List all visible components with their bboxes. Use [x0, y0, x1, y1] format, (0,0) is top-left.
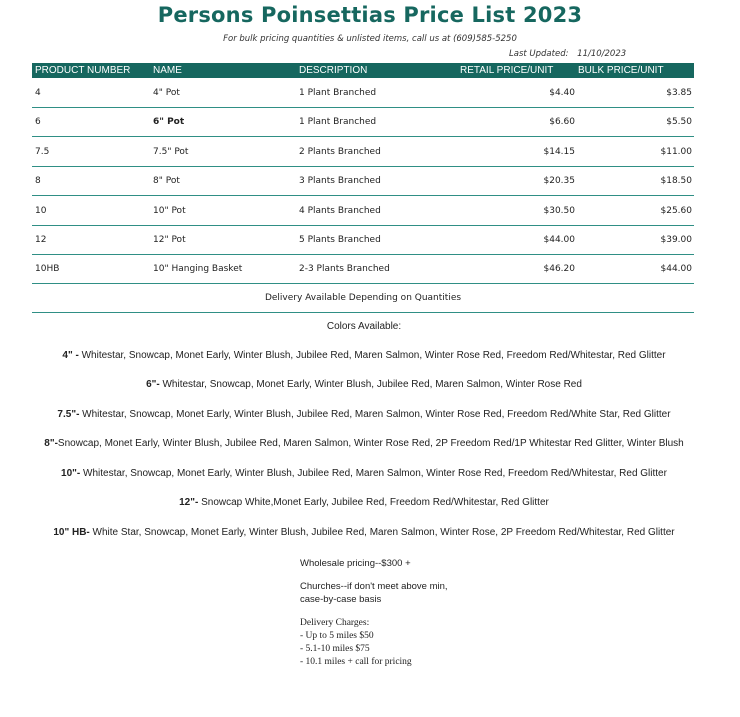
product-name: 10" Pot: [153, 206, 186, 216]
last-updated-value: 11/10/2023: [577, 49, 627, 59]
product-number: 4: [35, 88, 41, 98]
color-line-list: White Star, Snowcap, Monet Early, Winter Blush, Jubilee Red, Maren Salmon, Winter Rose, 2P Freedom Red/Whitestar, Red Glitter: [89, 527, 675, 538]
table-header: [32, 63, 694, 78]
product-number: 10HB: [35, 264, 60, 274]
churches-line-1: Churches--if don't meet above min,: [300, 581, 448, 592]
column-header-bulk-price: BULK PRICE/UNIT: [578, 65, 664, 76]
product-description: 3 Plants Branched: [299, 176, 381, 186]
wholesale-pricing-text: Wholesale pricing--$300 +: [300, 558, 411, 569]
page-subtitle: For bulk pricing quantities & unlisted items, call us at (609)585-5250: [223, 34, 517, 44]
delivery-availability-note: Delivery Available Depending on Quantities: [32, 284, 694, 313]
colors-heading: Colors Available:: [326, 321, 402, 332]
table-row: [32, 166, 694, 196]
color-line-size: 7.5"-: [57, 409, 80, 420]
table-row: [32, 254, 694, 284]
bulk-price: $18.50: [660, 176, 692, 186]
column-header-name: NAME: [153, 65, 182, 76]
column-header-description: DESCRIPTION: [299, 65, 368, 76]
product-name: 4" Pot: [153, 88, 180, 98]
product-number: 7.5: [35, 147, 50, 157]
churches-line-2: case-by-case basis: [300, 594, 382, 605]
color-line-list: Whitestar, Snowcap, Monet Early, Winter Blush, Jubilee Red, Maren Salmon, Winter Rose Red, Freedom Red/White Star, Red Glitter: [79, 409, 671, 420]
retail-price: $4.40: [549, 88, 575, 98]
color-line-list: Whitestar, Snowcap, Monet Early, Winter Blush, Jubilee Red, Maren Salmon, Winter Rose Red: [159, 379, 582, 390]
retail-price: $46.20: [543, 264, 575, 274]
delivery-charge-item: - Up to 5 miles $50: [300, 631, 374, 641]
color-line: [0, 409, 728, 420]
color-line: [0, 438, 728, 449]
wholesale-note: [300, 557, 411, 570]
bulk-price: $11.00: [660, 147, 692, 157]
column-header-product-number: PRODUCT NUMBER: [35, 65, 131, 76]
product-name: 12" Pot: [153, 235, 186, 245]
product-name: 7.5" Pot: [153, 147, 189, 157]
retail-price: $6.60: [549, 117, 575, 127]
color-line-size: 12"-: [179, 497, 199, 508]
retail-price: $44.00: [543, 235, 575, 245]
color-line-size: 10"-: [61, 468, 81, 479]
color-line: [0, 527, 728, 538]
color-line: [0, 379, 728, 390]
product-number: 12: [35, 235, 47, 245]
product-description: 1 Plant Branched: [299, 88, 377, 98]
color-line: [0, 350, 728, 361]
last-updated-label: Last Updated:: [509, 49, 569, 59]
color-line-size: 8"-: [44, 438, 58, 449]
page-title: Persons Poinsettias Price List 2023: [157, 3, 583, 27]
color-line-list: Whitestar, Snowcap, Monet Early, Winter Blush, Jubilee Red, Maren Salmon, Winter Rose Red, Freedom Red/Whitestar, Red Glitter: [80, 468, 667, 479]
column-header-retail-price: RETAIL PRICE/UNIT: [460, 65, 554, 76]
product-name: 10" Hanging Basket: [153, 264, 243, 274]
bulk-price: $44.00: [660, 264, 692, 274]
bulk-price: $5.50: [666, 117, 692, 127]
color-line-list: Snowcap, Monet Early, Winter Blush, Jubilee Red, Maren Salmon, Winter Rose Red, 2P Freedom Red/1P Whitestar Red Glitter, Winter Blush: [57, 438, 684, 449]
retail-price: $30.50: [543, 206, 575, 216]
bulk-price: $3.85: [666, 88, 692, 98]
delivery-charges: [300, 617, 412, 669]
delivery-charge-item: - 10.1 miles + call for pricing: [300, 657, 412, 667]
delivery-charges-title: Delivery Charges:: [300, 618, 370, 628]
color-line-list: Whitestar, Snowcap, Monet Early, Winter Blush, Jubilee Red, Maren Salmon, Winter Rose Red, Freedom Red/Whitestar, Red Glitter: [78, 350, 666, 361]
color-line-size: 6"-: [146, 379, 160, 390]
product-description: 2-3 Plants Branched: [299, 264, 390, 274]
product-description: 4 Plants Branched: [299, 206, 381, 216]
last-updated: [509, 49, 626, 59]
retail-price: $14.15: [543, 147, 575, 157]
color-line: [0, 497, 728, 508]
churches-note: [300, 580, 448, 606]
product-number: 8: [35, 176, 41, 186]
color-line-size: 4" -: [62, 350, 79, 361]
product-number: 6: [35, 117, 41, 127]
retail-price: $20.35: [543, 176, 575, 186]
table-row: [32, 196, 694, 226]
product-description: 1 Plant Branched: [299, 117, 377, 127]
table-row: [32, 107, 694, 137]
product-name: 8" Pot: [153, 176, 180, 186]
color-line-size: 10" HB-: [53, 527, 90, 538]
color-line-list: Snowcap White,Monet Early, Jubilee Red, Freedom Red/Whitestar, Red Glitter: [198, 497, 549, 508]
color-line: [0, 468, 728, 479]
product-number: 10: [35, 206, 47, 216]
delivery-charge-item: - 5.1-10 miles $75: [300, 644, 370, 654]
product-description: 5 Plants Branched: [299, 235, 381, 245]
bulk-price: $25.60: [660, 206, 692, 216]
bulk-price: $39.00: [660, 235, 692, 245]
table-row: [32, 78, 694, 108]
table-row: [32, 225, 694, 255]
product-name: 6" Pot: [153, 117, 185, 127]
table-row: [32, 137, 694, 167]
product-description: 2 Plants Branched: [299, 147, 381, 157]
